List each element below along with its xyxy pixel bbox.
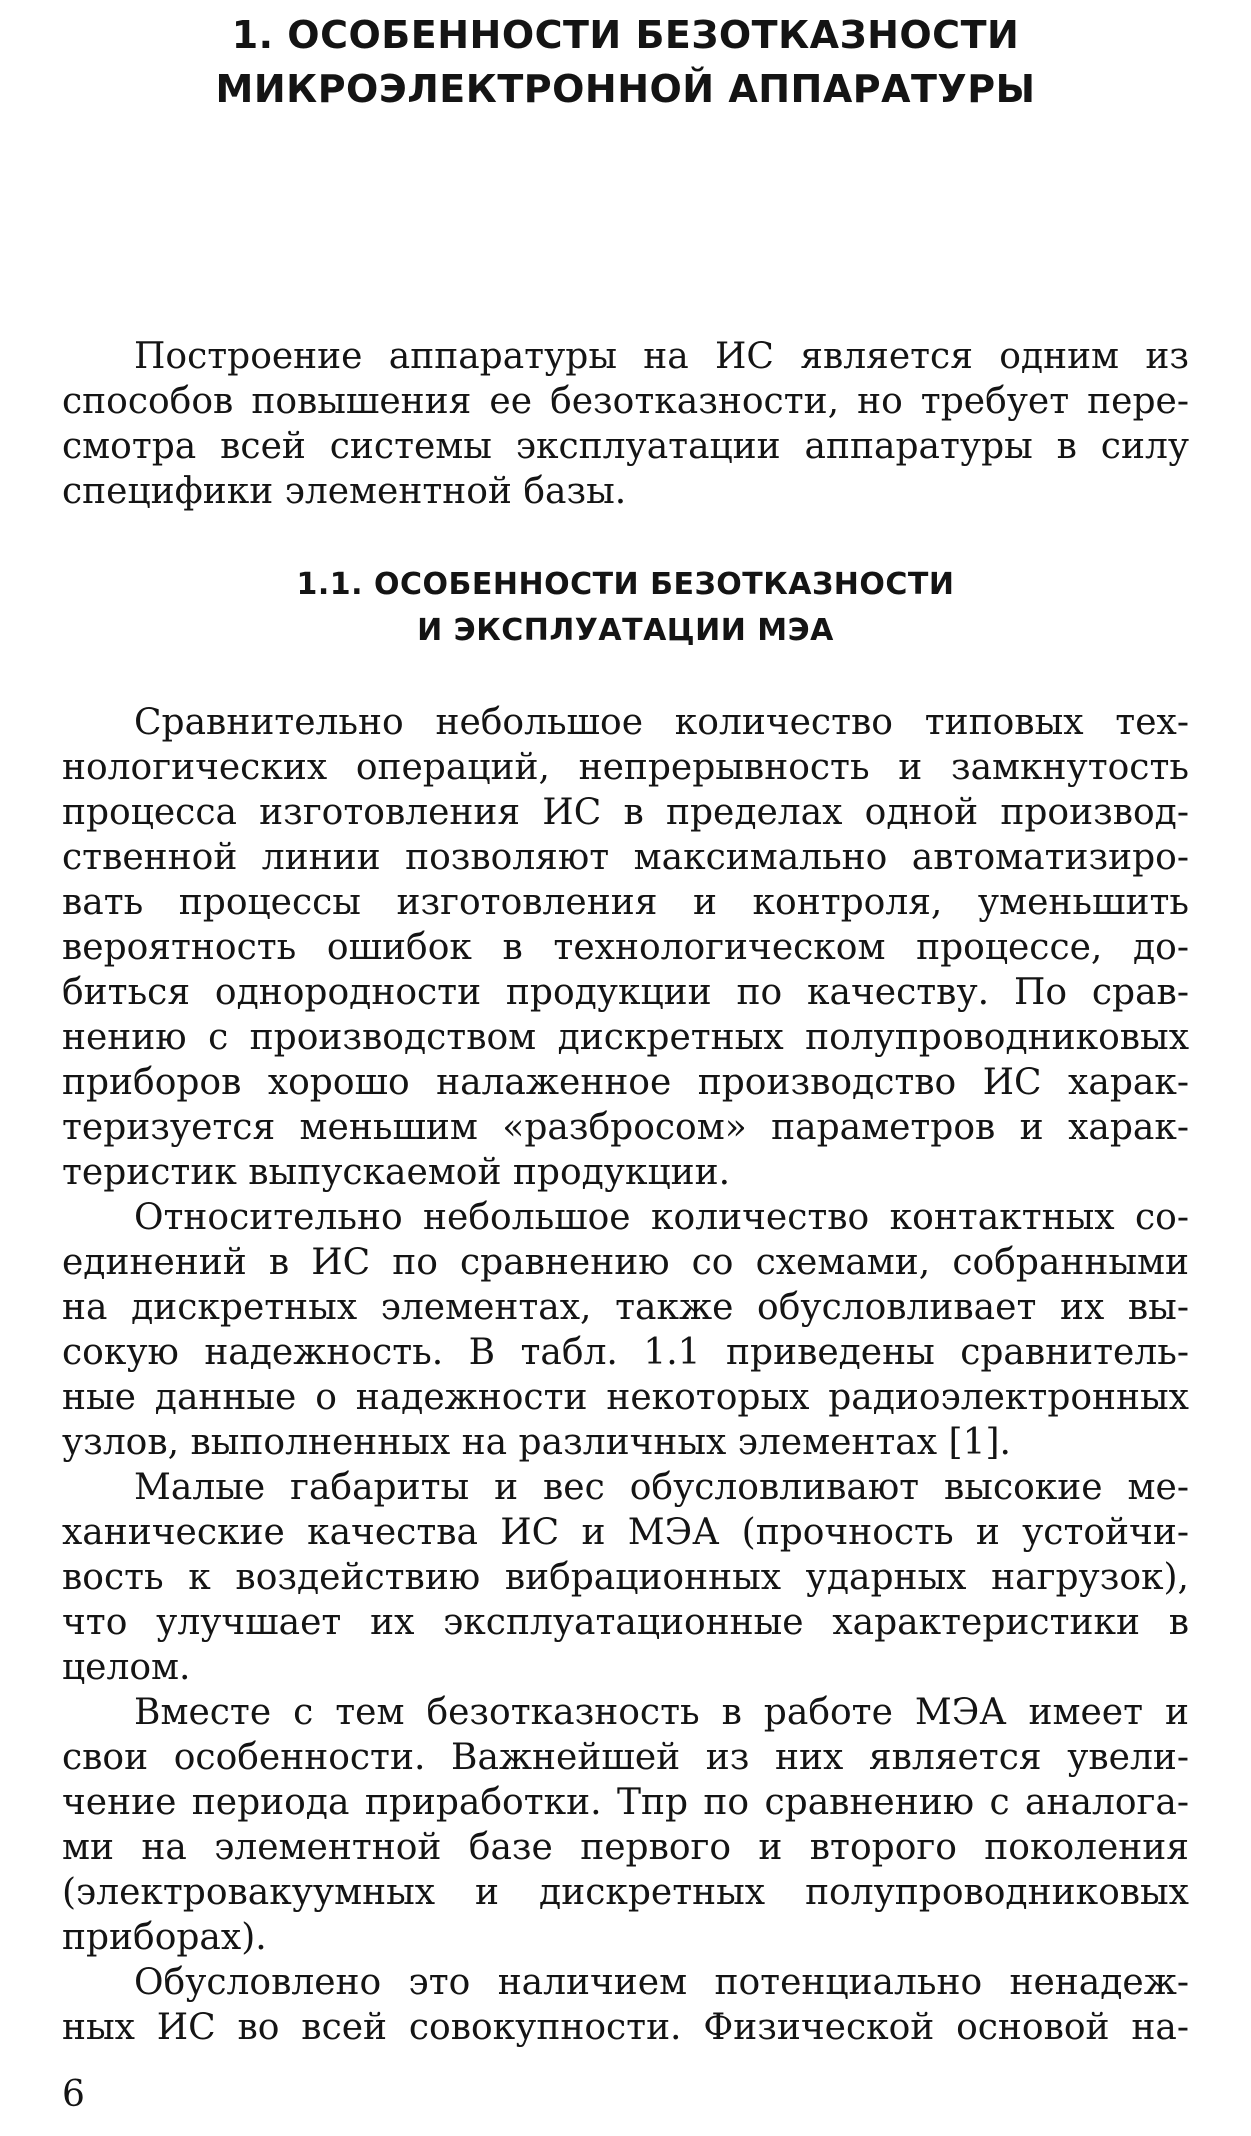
- text-line: что улучшает их эксплуатационные характеристики в: [62, 1602, 1189, 1643]
- text-line: нологических операций, непрерывность и замкнутость: [62, 747, 1189, 788]
- text-line: ханические качества ИС и МЭА (прочность и устойчи-: [62, 1512, 1189, 1553]
- text-line: смотра всей системы эксплуатации аппаратуры в силу: [62, 426, 1189, 467]
- text-line: на дискретных элементах, также обусловливает их вы-: [62, 1287, 1189, 1328]
- text-line: Вместе с тем безотказность в работе МЭА имеет и: [134, 1692, 1189, 1733]
- text-line: теристик выпускаемой продукции.: [62, 1152, 731, 1193]
- text-line: чение периода приработки. Tпр по сравнению с аналога-: [62, 1782, 1189, 1823]
- chapter-title: [0, 8, 1251, 116]
- text-line: вость к воздействию вибрационных ударных нагрузок),: [62, 1557, 1189, 1598]
- section-title-line: 1.1. ОСОБЕННОСТИ БЕЗОТКАЗНОСТИ: [296, 567, 955, 602]
- section-title-line: И ЭКСПЛУАТАЦИИ МЭА: [417, 613, 834, 648]
- text-line: приборах).: [62, 1917, 267, 1958]
- text-line: (электровакуумных и дискретных полупроводниковых: [62, 1872, 1189, 1913]
- text-line: Малые габариты и вес обусловливают высокие ме-: [134, 1467, 1189, 1508]
- text-line: ственной линии позволяют максимально автоматизиро-: [62, 837, 1189, 878]
- text-line: Обусловлено это наличием потенциально ненадеж-: [134, 1962, 1189, 2003]
- text-line: теризуется меньшим «разбросом» параметров и харак-: [62, 1107, 1189, 1148]
- text-line: Построение аппаратуры на ИС является одним из: [134, 336, 1189, 377]
- text-line: специфики элементной базы.: [62, 471, 627, 512]
- text-line: Относительно небольшое количество контактных со-: [134, 1197, 1189, 1238]
- text-line: сокую надежность. В табл. 1.1 приведены сравнитель-: [62, 1332, 1189, 1373]
- text-line: ми на элементной базе первого и второго поколения: [62, 1827, 1189, 1868]
- text-line: приборов хорошо налаженное производство ИС харак-: [62, 1062, 1189, 1103]
- text-line: процесса изготовления ИС в пределах одной производ-: [62, 792, 1189, 833]
- text-line: свои особенности. Важнейшей из них является увели-: [62, 1737, 1189, 1778]
- text-line: способов повышения ее безотказности, но требует пере-: [62, 381, 1189, 422]
- text-line: вать процессы изготовления и контроля, уменьшить: [62, 882, 1189, 923]
- text-line: биться однородности продукции по качеству. По срав-: [62, 972, 1189, 1013]
- chapter-title-line: МИКРОЭЛЕКТРОННОЙ АППАРАТУРЫ: [215, 67, 1036, 111]
- text-line: Сравнительно небольшое количество типовых тех-: [134, 702, 1189, 743]
- text-line: ные данные о надежности некоторых радиоэлектронных: [62, 1377, 1189, 1418]
- text-line: целом.: [62, 1647, 191, 1688]
- chapter-title-line: 1. ОСОБЕННОСТИ БЕЗОТКАЗНОСТИ: [231, 13, 1020, 57]
- page-number: 6: [62, 2074, 85, 2115]
- text-line: нению с производством дискретных полупроводниковых: [62, 1017, 1189, 1058]
- intro-paragraph: [62, 334, 1189, 514]
- text-line: ных ИС во всей совокупности. Физической основой на-: [62, 2007, 1189, 2048]
- section-title: [0, 562, 1251, 654]
- body-text: [62, 700, 1189, 2050]
- text-line: узлов, выполненных на различных элементах [1].: [62, 1422, 1011, 1463]
- text-line: вероятность ошибок в технологическом процессе, до-: [62, 927, 1189, 968]
- text-line: единений в ИС по сравнению со схемами, собранными: [62, 1242, 1189, 1283]
